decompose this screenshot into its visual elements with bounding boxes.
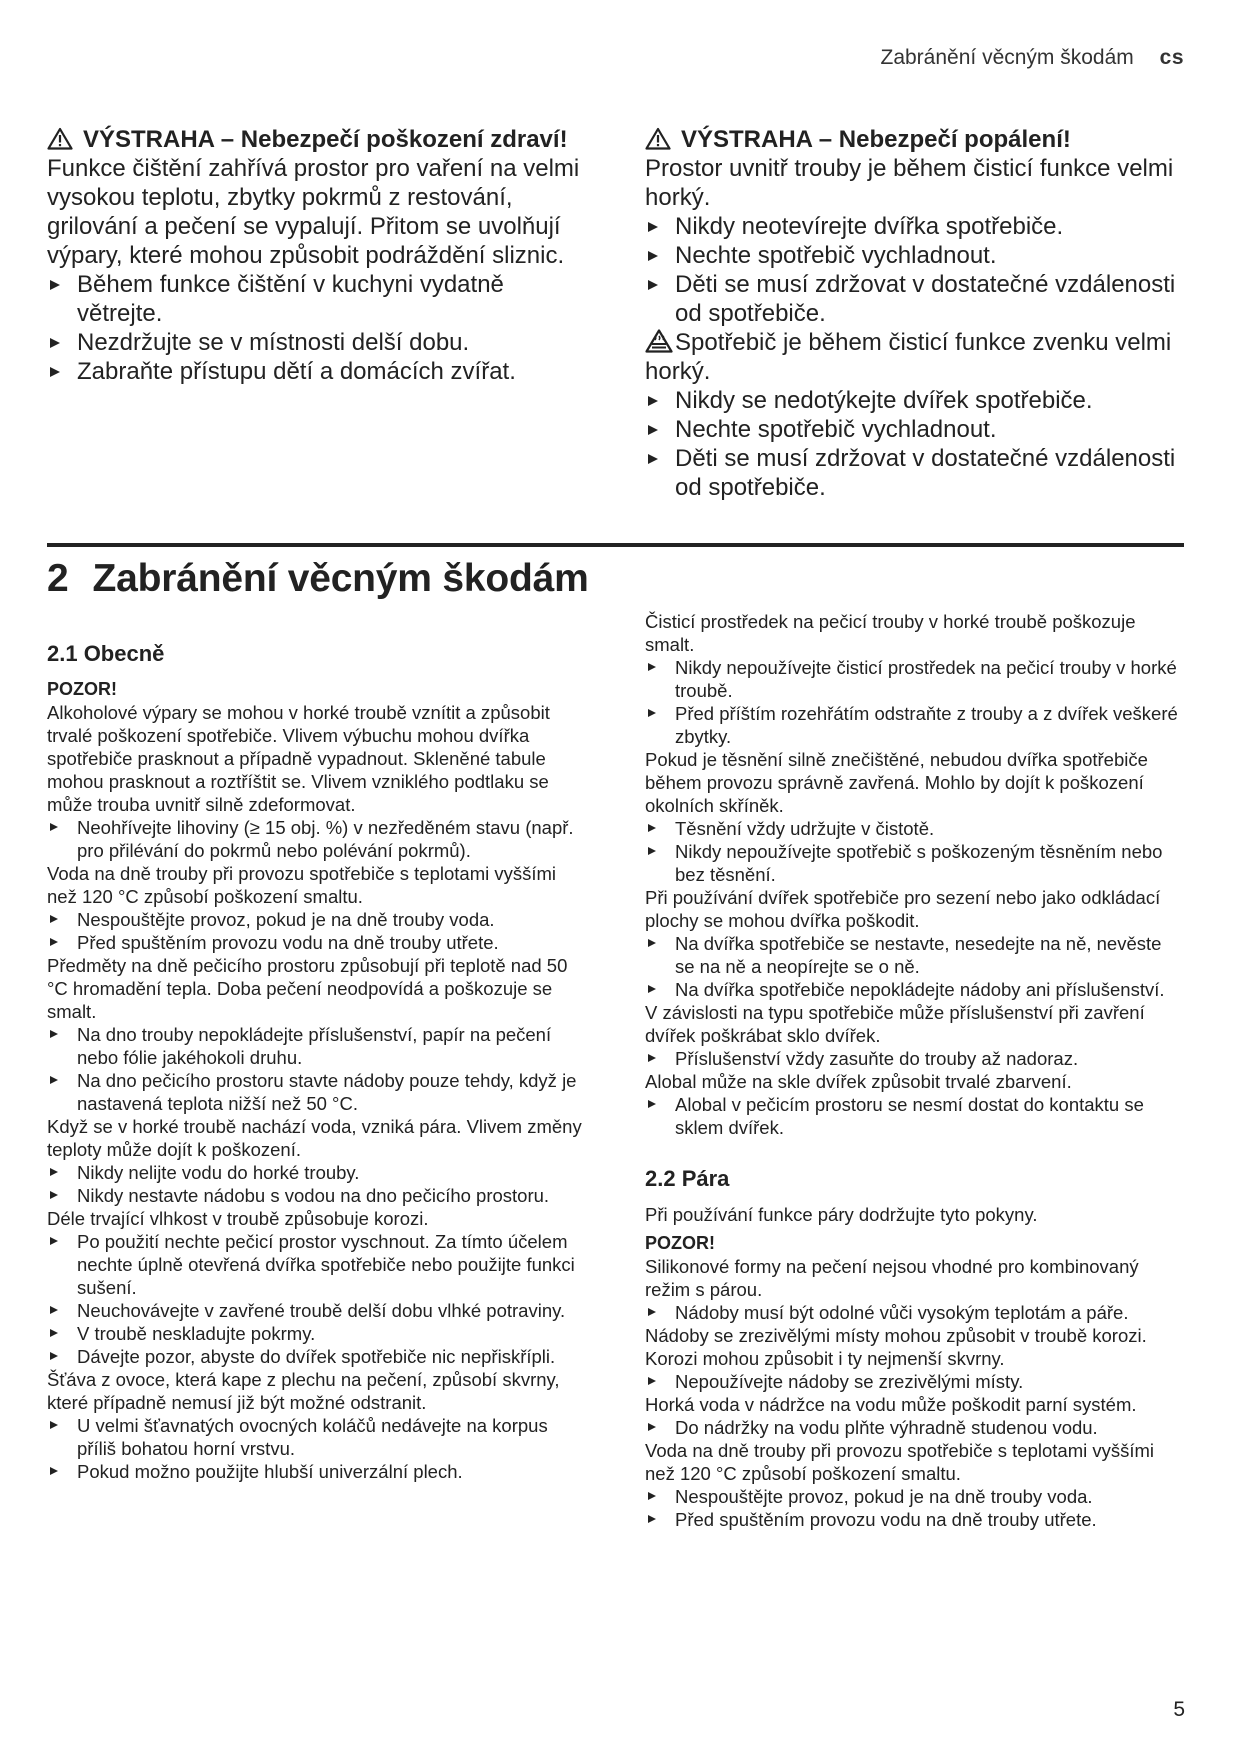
hot-surface-warning-icon — [645, 329, 673, 353]
hot-surface-list — [645, 386, 1185, 502]
list-item: Nikdy se nedotýkejte dvířek spotřebiče. — [645, 386, 1185, 415]
warning-burn-text: Prostor uvnitř trouby je během čisticí funkce velmi horký. — [645, 155, 1174, 211]
list-item: Během funkce čištění v kuchyni vydatně větrejte. — [47, 270, 592, 328]
caution-label: POZOR! — [47, 679, 117, 699]
list-item: Na dno trouby nepokládejte příslušenství, papír na pečení nebo fólie jakéhokoli druhu. — [47, 1023, 582, 1069]
chapter-number: 2 — [47, 557, 69, 600]
warning-triangle-icon — [645, 127, 671, 150]
chapter-divider — [47, 543, 1184, 547]
bullet-list — [47, 816, 582, 862]
warning-health — [47, 125, 592, 386]
list-item: Neuchovávejte v zavřené troubě delší dobu vlhké potraviny. — [47, 1299, 582, 1322]
chapter-title — [47, 555, 589, 603]
list-item: Těsnění vždy udržujte v čistotě. — [645, 817, 1185, 840]
page-number: 5 — [1173, 1698, 1185, 1721]
warning-burn — [645, 125, 1185, 502]
list-item: Nespouštějte provoz, pokud je na dně trouby voda. — [47, 908, 582, 931]
list-item: Po použití nechte pečicí prostor vyschnout. Za tímto účelem nechte úplně otevřená dvířka spotřebiče nebo použijte funkci sušení. — [47, 1230, 582, 1299]
warning-triangle-icon — [47, 127, 73, 150]
list-item: Nespouštějte provoz, pokud je na dně trouby voda. — [645, 1485, 1185, 1508]
paragraph: Déle trvající vlhkost v troubě způsobuje korozi. — [47, 1208, 429, 1229]
bullet-list — [645, 1301, 1185, 1324]
list-item: Na dvířka spotřebiče nepokládejte nádoby ani příslušenství. — [645, 978, 1185, 1001]
warning-burn-list — [645, 212, 1185, 328]
bullet-list — [645, 1093, 1185, 1139]
chapter-title-text: Zabránění věcným škodám — [92, 557, 589, 600]
list-item: Neohřívejte lihoviny (≥ 15 obj. %) v nezředěném stavu (např. pro přilévání do pokrmů nebo polévání pokrmů). — [47, 816, 582, 862]
paragraph: Pokud je těsnění silně znečištěné, nebudou dvířka spotřebiče během provozu správně zavřená. Mohlo by dojít k poškození okolních skříněk. — [645, 749, 1148, 816]
section-steam-heading: 2.2 Pára — [645, 1166, 730, 1191]
warning-health-text: Funkce čištění zahřívá prostor pro vaření na velmi vysokou teplotu, zbytky pokrmů z restování, grilování a pečení se vypalují. Přitom se uvolňují výpary, které mohou způsobit podráždění sliznic. — [47, 155, 580, 269]
list-item: Děti se musí zdržovat v dostatečné vzdálenosti od spotřebiče. — [645, 270, 1185, 328]
paragraph: V závislosti na typu spotřebiče může příslušenství při zavření dvířek poškrábat sklo dvířek. — [645, 1002, 1145, 1046]
bullet-list — [645, 1485, 1185, 1531]
paragraph: Předměty na dně pečicího prostoru způsobují při teplotě nad 50 °C hromadění tepla. Doba pečení neodpovídá a poškozuje se smalt. — [47, 955, 568, 1022]
section-general-blocks — [47, 701, 582, 1483]
list-item: Děti se musí zdržovat v dostatečné vzdálenosti od spotřebiče. — [645, 444, 1185, 502]
bullet-list — [645, 817, 1185, 886]
list-item: Před spuštěním provozu vodu na dně trouby utřete. — [645, 1508, 1185, 1531]
bullet-list — [47, 1023, 582, 1115]
paragraph: Voda na dně trouby při provozu spotřebiče s teplotami vyššími než 120 °C způsobí poškození smaltu. — [645, 1440, 1155, 1484]
language-code: cs — [1159, 46, 1184, 69]
bullet-list — [645, 1416, 1185, 1439]
section-general-cont-blocks — [645, 610, 1185, 1139]
paragraph: Horká voda v nádržce na vodu může poškodit parní systém. — [645, 1394, 1137, 1415]
bullet-list — [645, 932, 1185, 1001]
list-item: Příslušenství vždy zasuňte do trouby až nadoraz. — [645, 1047, 1185, 1070]
bullet-list — [47, 908, 582, 954]
list-item: Nádoby musí být odolné vůči vysokým teplotám a páře. — [645, 1301, 1185, 1324]
list-item: Zabraňte přístupu dětí a domácích zvířat. — [47, 357, 592, 386]
warning-health-list — [47, 270, 592, 386]
list-item: Na dno pečicího prostoru stavte nádoby pouze tehdy, když je nastavená teplota nižší než 50 °C. — [47, 1069, 582, 1115]
list-item: Nechte spotřebič vychladnout. — [645, 415, 1185, 444]
warning-burn-title: VÝSTRAHA – Nebezpečí popálení! — [645, 125, 1185, 154]
paragraph: Při používání dvířek spotřebiče pro sezení nebo jako odkládací plochy se mohou dvířka poškodit. — [645, 887, 1161, 931]
bullet-list — [47, 1161, 582, 1207]
list-item: Před spuštěním provozu vodu na dně trouby utřete. — [47, 931, 582, 954]
paragraph: Šťáva z ovoce, která kape z plechu na pečení, způsobí skvrny, které případně nemusí již být možné odstranit. — [47, 1369, 560, 1413]
list-item: Nikdy nepoužívejte spotřebič s poškozeným těsněním nebo bez těsnění. — [645, 840, 1185, 886]
running-header — [881, 46, 1185, 70]
list-item: Nikdy neotevírejte dvířka spotřebiče. — [645, 212, 1185, 241]
list-item: Nepoužívejte nádoby se zrezivělými místy. — [645, 1370, 1185, 1393]
list-item: Nechte spotřebič vychladnout. — [645, 241, 1185, 270]
list-item: Nezdržujte se v místnosti delší dobu. — [47, 328, 592, 357]
list-item: Na dvířka spotřebiče se nestavte, nesedejte na ně, nevěste se na ně a neopírejte se o ně. — [645, 932, 1185, 978]
bullet-list — [645, 656, 1185, 748]
warning-health-title: VÝSTRAHA – Nebezpečí poškození zdraví! — [47, 125, 592, 154]
paragraph: Silikonové formy na pečení nejsou vhodné pro kombinovaný režim s párou. — [645, 1256, 1139, 1300]
list-item: Alobal v pečicím prostoru se nesmí dostat do kontaktu se sklem dvířek. — [645, 1093, 1185, 1139]
bullet-list — [645, 1370, 1185, 1393]
list-item: U velmi šťavnatých ovocných koláčů nedávejte na korpus příliš bohatou horní vrstvu. — [47, 1414, 582, 1460]
list-item: Před příštím rozehřátím odstraňte z trouby a z dvířek veškeré zbytky. — [645, 702, 1185, 748]
list-item: V troubě neskladujte pokrmy. — [47, 1322, 582, 1345]
list-item: Pokud možno použijte hlubší univerzální plech. — [47, 1460, 582, 1483]
bullet-list — [47, 1230, 582, 1368]
list-item: Nikdy nelijte vodu do horké trouby. — [47, 1161, 582, 1184]
list-item: Dávejte pozor, abyste do dvířek spotřebiče nic nepřiskřípli. — [47, 1345, 582, 1368]
section-steam-blocks — [645, 1255, 1185, 1531]
list-item: Nikdy nepoužívejte čisticí prostředek na pečicí trouby v horké troubě. — [645, 656, 1185, 702]
section-general — [47, 640, 582, 1483]
paragraph: Když se v horké troubě nachází voda, vzniká pára. Vlivem změny teploty může dojít k poškození. — [47, 1116, 582, 1160]
list-item: Nikdy nestavte nádobu s vodou na dno pečicího prostoru. — [47, 1184, 582, 1207]
bullet-list — [645, 1047, 1185, 1070]
paragraph: Voda na dně trouby při provozu spotřebiče s teplotami vyššími než 120 °C způsobí poškození smaltu. — [47, 863, 557, 907]
paragraph: Alkoholové výpary se mohou v horké troubě vznítit a způsobit trvalé poškození spotřebiče. Vlivem výbuchu mohou dvířka spotřebiče prasknout a případně vypadnout. Skleněné tabule mohou prasknout a roztříštit se. Vlivem vzniklého podtlaku se může trouba uvnitř silně zdeformovat. — [47, 702, 550, 815]
section-general-continued — [645, 610, 1185, 1531]
bullet-list — [47, 1414, 582, 1483]
hot-surface-warning: Spotřebič je během čisticí funkce zvenku velmi horký. — [645, 329, 1172, 385]
caution-label: POZOR! — [645, 1233, 715, 1253]
paragraph: Čisticí prostředek na pečicí trouby v horké troubě poškozuje smalt. — [645, 611, 1136, 655]
section-general-heading: 2.1 Obecně — [47, 641, 165, 666]
section-steam-intro: Při používání funkce páry dodržujte tyto pokyny. — [645, 1204, 1038, 1225]
paragraph: Nádoby se zrezivělými místy mohou způsobit v troubě korozi. Korozi mohou způsobit i ty nejmenší skvrny. — [645, 1325, 1147, 1369]
paragraph: Alobal může na skle dvířek způsobit trvalé zbarvení. — [645, 1071, 1072, 1092]
list-item: Do nádržky na vodu plňte výhradně studenou vodu. — [645, 1416, 1185, 1439]
running-header-title: Zabránění věcným škodám — [880, 46, 1134, 69]
